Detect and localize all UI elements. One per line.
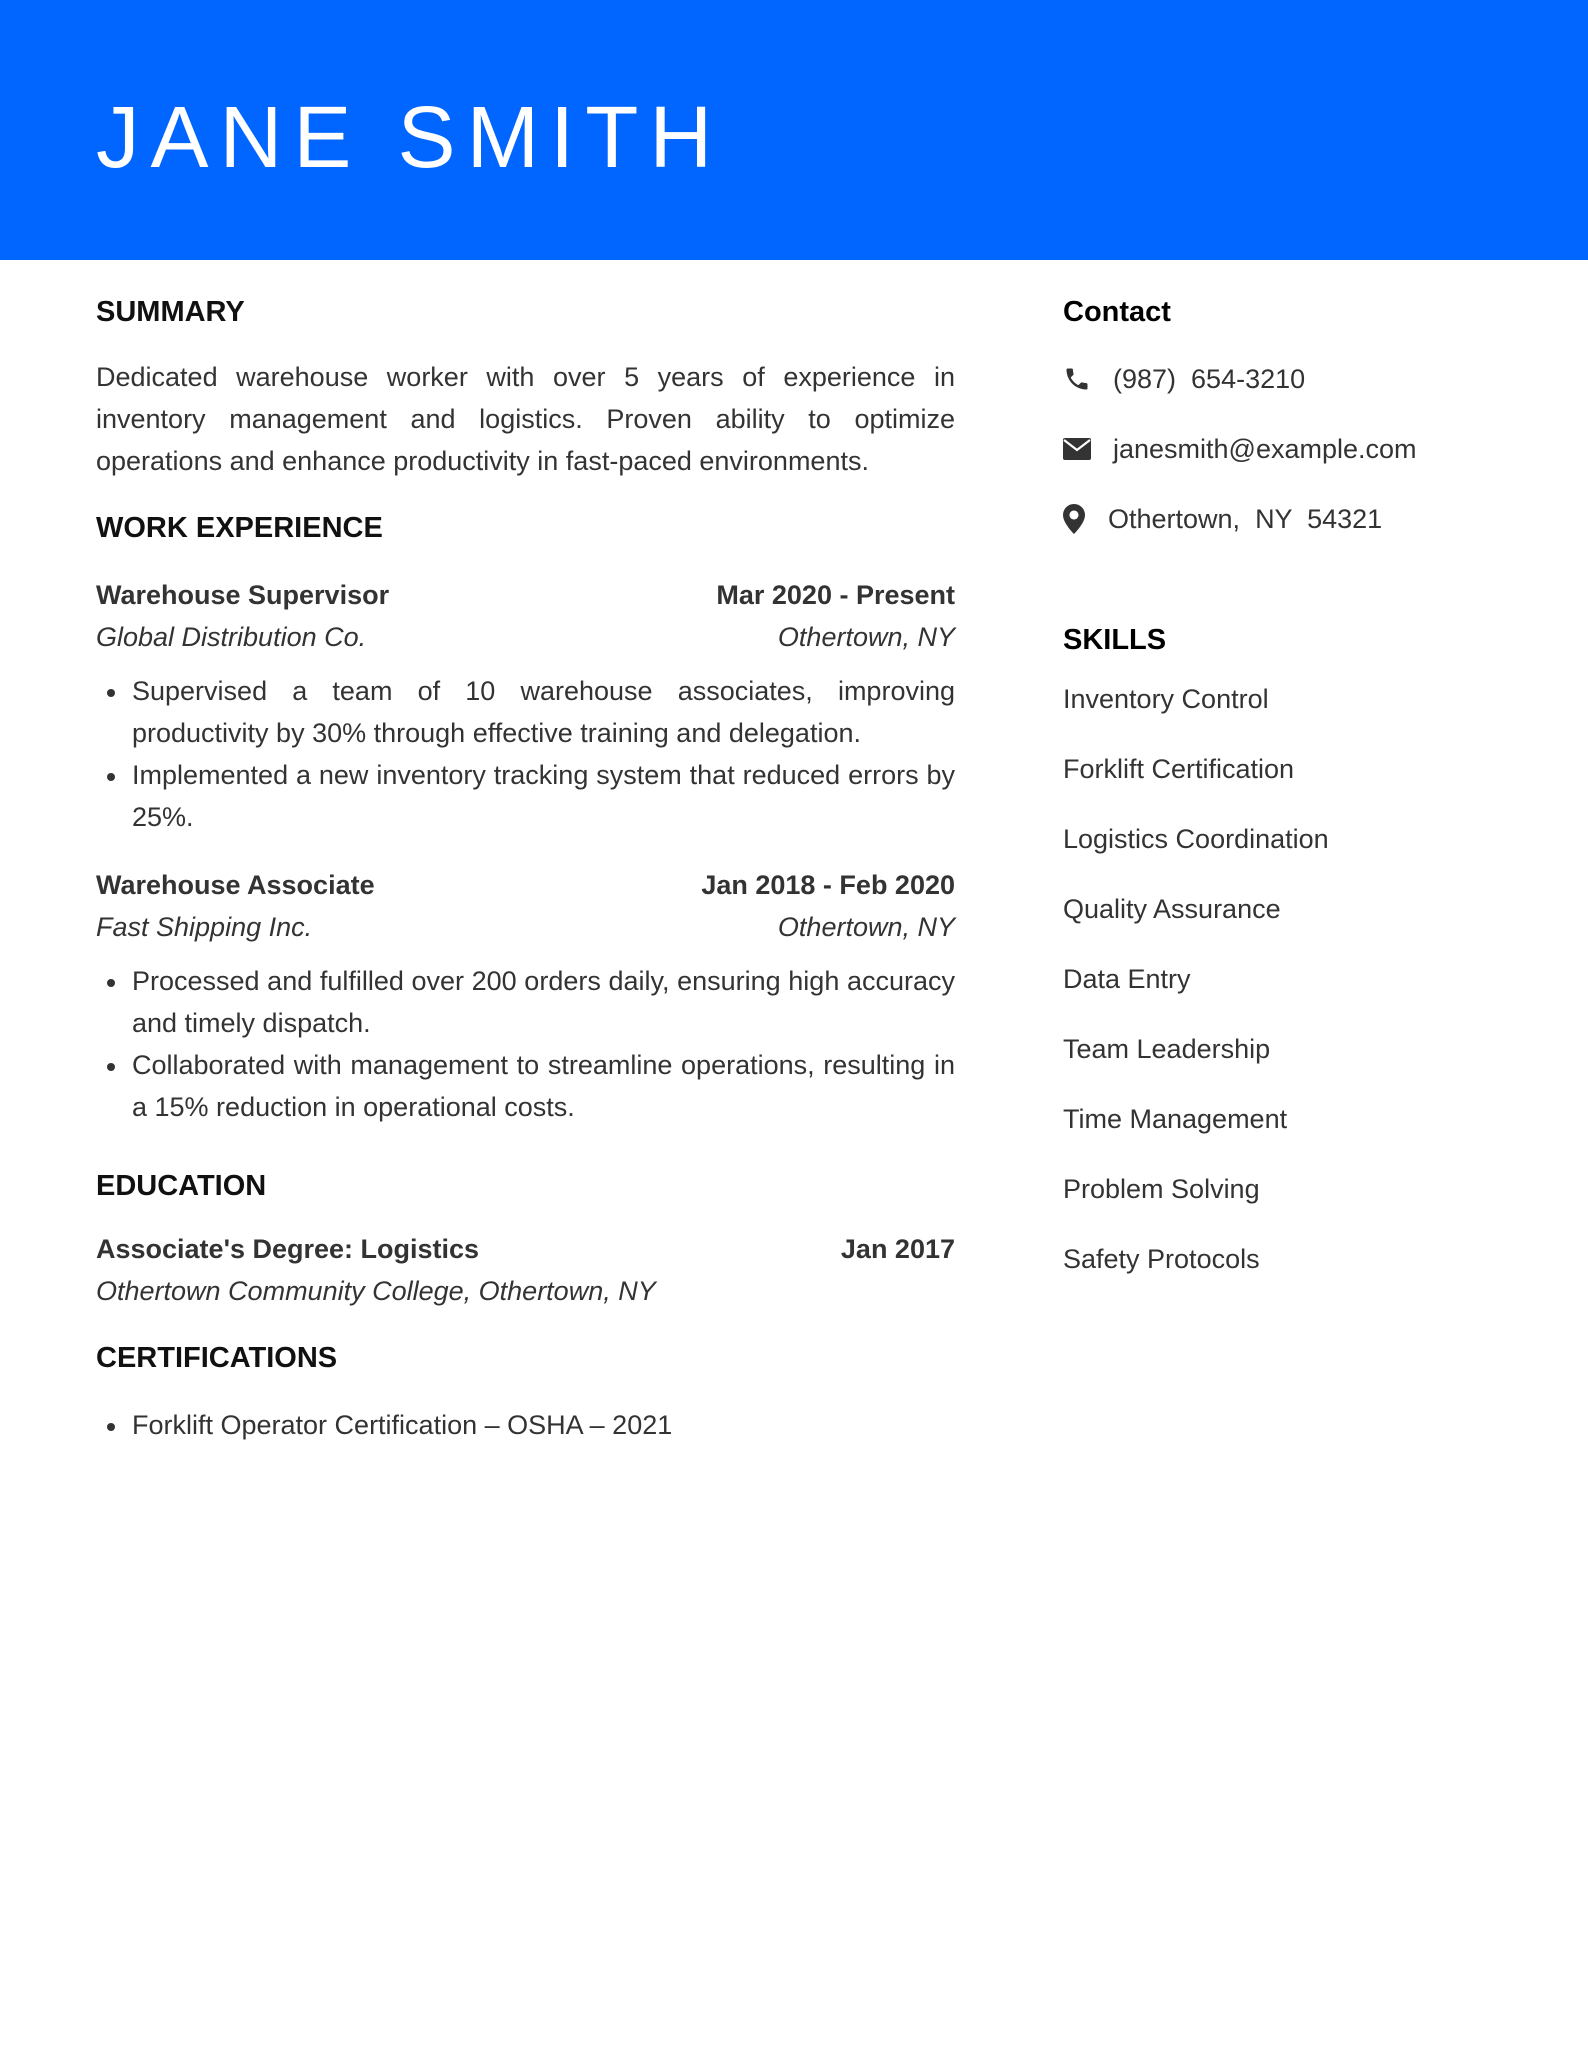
job-location: Othertown, NY [777,622,955,652]
job-company-row [96,616,955,658]
education-entry [96,1228,955,1312]
contact-location [1063,498,1533,540]
education-heading: EDUCATION [96,1170,267,1202]
job-title: Warehouse Supervisor [96,580,390,610]
work-experience-heading: WORK EXPERIENCE [96,512,383,544]
job-dates: Jan 2018 - Feb 2020 [701,870,955,900]
header-banner [0,0,1588,260]
job-company: Fast Shipping Inc. [96,912,313,942]
contact-section [1063,288,1533,540]
job-entry [96,574,955,838]
contact-phone [1063,358,1533,400]
certification-list [96,1404,955,1446]
summary-heading: SUMMARY [96,296,245,328]
skill-item: Problem Solving [1063,1174,1260,1204]
degree: Associate's Degree: Logistics [96,1234,480,1264]
job-title: Warehouse Associate [96,870,375,900]
location-text: Othertown, NY 54321 [1108,504,1383,534]
summary-section [96,288,955,482]
certifications-section [96,1334,955,1446]
certification-item: Forklift Operator Certification – OSHA – 2021 [132,1404,955,1446]
job-header-row [96,864,955,906]
skill-item: Safety Protocols [1063,1244,1260,1274]
education-header-row [96,1228,955,1270]
skill-item: Forklift Certification [1063,754,1295,784]
education-date: Jan 2017 [840,1234,955,1264]
contact-email [1063,428,1533,470]
school: Othertown Community College, Othertown, NY [96,1276,656,1306]
job-bullet: Processed and fulfilled over 200 orders daily, ensuring high accuracy and timely dispatch. [132,960,955,1044]
contact-list [1063,358,1533,540]
skill-item: Logistics Coordination [1063,824,1329,854]
map-marker-icon [1063,504,1108,534]
skill-item: Quality Assurance [1063,894,1281,924]
candidate-name: JANE SMITH [96,89,724,186]
email-address[interactable]: janesmith@example.com [1113,434,1417,464]
job-bullet: Supervised a team of 10 warehouse associates, improving productivity by 30% through effective training and delegation. [132,670,955,754]
education-school-row [96,1270,955,1312]
job-location: Othertown, NY [777,912,955,942]
skill-item: Time Management [1063,1104,1288,1134]
skill-item: Data Entry [1063,964,1191,994]
contact-heading: Contact [1063,296,1171,328]
job-bullets [96,960,955,1128]
skills-heading: SKILLS [1063,624,1167,656]
summary-text: Dedicated warehouse worker with over 5 years of experience in inventory management and logistics. Proven ability to optimize operations and enhance productivity in fast-paced environments. [96,362,955,476]
skills-list [1063,678,1533,1280]
work-experience-section [96,504,955,1128]
job-bullet: Implemented a new inventory tracking system that reduced errors by 25%. [132,754,955,838]
phone-icon [1063,365,1113,393]
education-section [96,1162,955,1312]
job-bullets [96,670,955,838]
main-column [96,288,955,1446]
phone-number[interactable]: (987) 654-3210 [1113,364,1306,394]
job-company-row [96,906,955,948]
skill-item: Team Leadership [1063,1034,1271,1064]
job-company: Global Distribution Co. [96,622,367,652]
sidebar-column [1063,288,1533,1308]
job-entry [96,864,955,1128]
job-header-row [96,574,955,616]
job-bullet: Collaborated with management to streamline operations, resulting in a 15% reduction in operational costs. [132,1044,955,1128]
certifications-heading: CERTIFICATIONS [96,1342,338,1374]
envelope-icon [1063,438,1113,460]
skill-item: Inventory Control [1063,684,1269,714]
job-dates: Mar 2020 - Present [716,580,955,610]
skills-section [1063,616,1533,1280]
